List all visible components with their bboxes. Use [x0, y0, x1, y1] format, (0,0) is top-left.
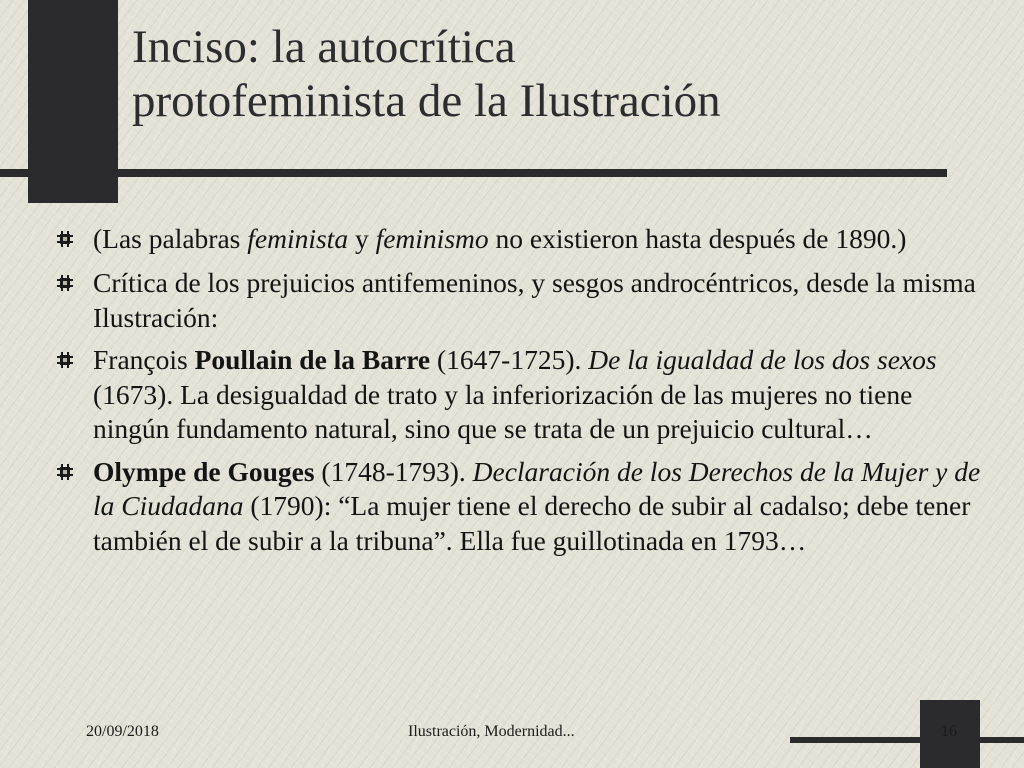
bullet-item: [56, 455, 986, 559]
footer-date: 20/09/2018: [86, 723, 159, 740]
text-run-italic: Declaración de los Derechos de la Mujer y de la Ciudadana: [93, 455, 981, 521]
footer-horizontal-rule: [790, 737, 1024, 743]
slide-title-line-1: Inciso: la autocrítica: [132, 21, 516, 73]
square-bullet-icon: [56, 222, 93, 258]
bullet-text: [93, 455, 986, 559]
text-run-italic: feminismo: [375, 223, 489, 254]
bullet-item: [56, 266, 986, 335]
text-run-bold: Poullain de la Barre: [194, 344, 431, 375]
text-run-italic: De la igualdad de los dos sexos: [588, 344, 937, 375]
slide-title-line-2: protofeminista de la Ilustración: [132, 75, 721, 127]
text-run: (1748-1793).: [314, 455, 473, 487]
text-run: Crítica de los prejuicios antifemeninos, y sesgos androcéntricos, desde la misma Ilustración:: [93, 267, 976, 333]
text-run: (1673). La desigualdad de trato y la inferiorización de las mujeres no tiene ningún fundamento natural, sino que se trata de un prejuicio cultural…: [93, 378, 913, 444]
slide-title: [132, 20, 992, 128]
bullet-text: [93, 222, 906, 257]
text-run: (1790): “La mujer tiene el derecho de subir al cadalso; debe tener también el de subir a la tribuna”. Ella fue guillotinada en 1793…: [93, 490, 971, 556]
bullet-item: [56, 343, 986, 447]
square-bullet-icon: [56, 343, 93, 379]
bullet-list: [56, 222, 986, 566]
text-run-italic: feminista: [247, 223, 349, 254]
footer-title: Ilustración, Modernidad...: [408, 723, 575, 740]
text-run: y: [348, 223, 376, 254]
square-bullet-icon: [56, 266, 93, 302]
text-run: no existieron hasta después de 1890.): [488, 223, 907, 254]
text-run: (1647-1725).: [430, 344, 589, 375]
text-run-bold: Olympe de Gouges: [93, 455, 315, 487]
slide-number: 16: [941, 723, 957, 740]
header-horizontal-rule: [0, 169, 947, 177]
bullet-text: [93, 343, 986, 447]
bullet-text: [93, 266, 986, 335]
square-bullet-icon: [56, 455, 93, 491]
bullet-item: [56, 222, 986, 258]
text-run: François: [93, 344, 195, 375]
text-run: (Las palabras: [93, 223, 248, 254]
